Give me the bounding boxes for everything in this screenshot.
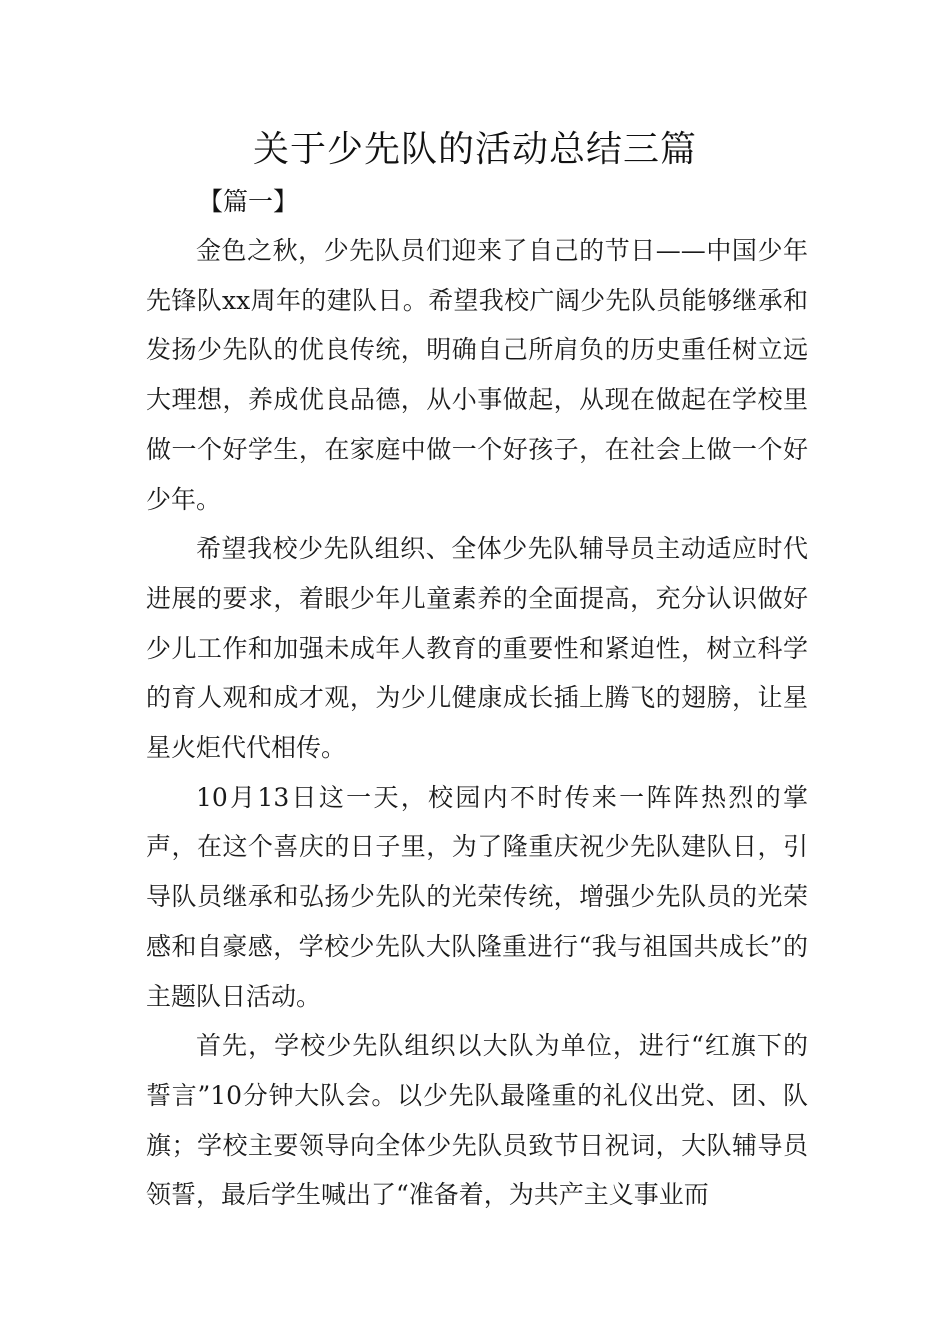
paragraph-1: 金色之秋，少先队员们迎来了自己的节日——中国少年先锋队xx周年的建队日。希望我校广阔少先队员能够继承和发扬少先队的优良传统，明确自己所肩负的历史重任树立远大理想，养成优良品德，从小事做起，从现在做起在学校里做一个好学生，在家庭中做一个好孩子，在社会上做一个好少年。 [146,236,808,514]
paragraph-2: 希望我校少先队组织、全体少先队辅导员主动适应时代进展的要求，着眼少年儿童素养的全面提高，充分认识做好少儿工作和加强未成年人教育的重要性和紧迫性，树立科学的育人观和成才观，为少儿健康成长插上腾飞的翅膀，让星星火炬代代相传。 [146,534,808,763]
document-body [146,226,808,1220]
paragraph-4: 首先，学校少先队组织以大队为单位，进行“红旗下的誓言”10分钟大队会。以少先队最隆重的礼仪出党、团、队旗；学校主要领导向全体少先队员致节日祝词，大队辅导员领誓，最后学生喊出了“准备着，为共产主义事业而 [146,1031,808,1210]
paragraph-3: 10月13日这一天，校园内不时传来一阵阵热烈的掌声，在这个喜庆的日子里，为了隆重庆祝少先队建队日，引导队员继承和弘扬少先队的光荣传统，增强少先队员的光荣感和自豪感，学校少先队大队隆重进行“我与祖国共成长”的主题队日活动。 [146,782,808,1011]
section-label: 【篇一】 [198,187,299,216]
document-title: 关于少先队的活动总结三篇 [252,129,697,170]
